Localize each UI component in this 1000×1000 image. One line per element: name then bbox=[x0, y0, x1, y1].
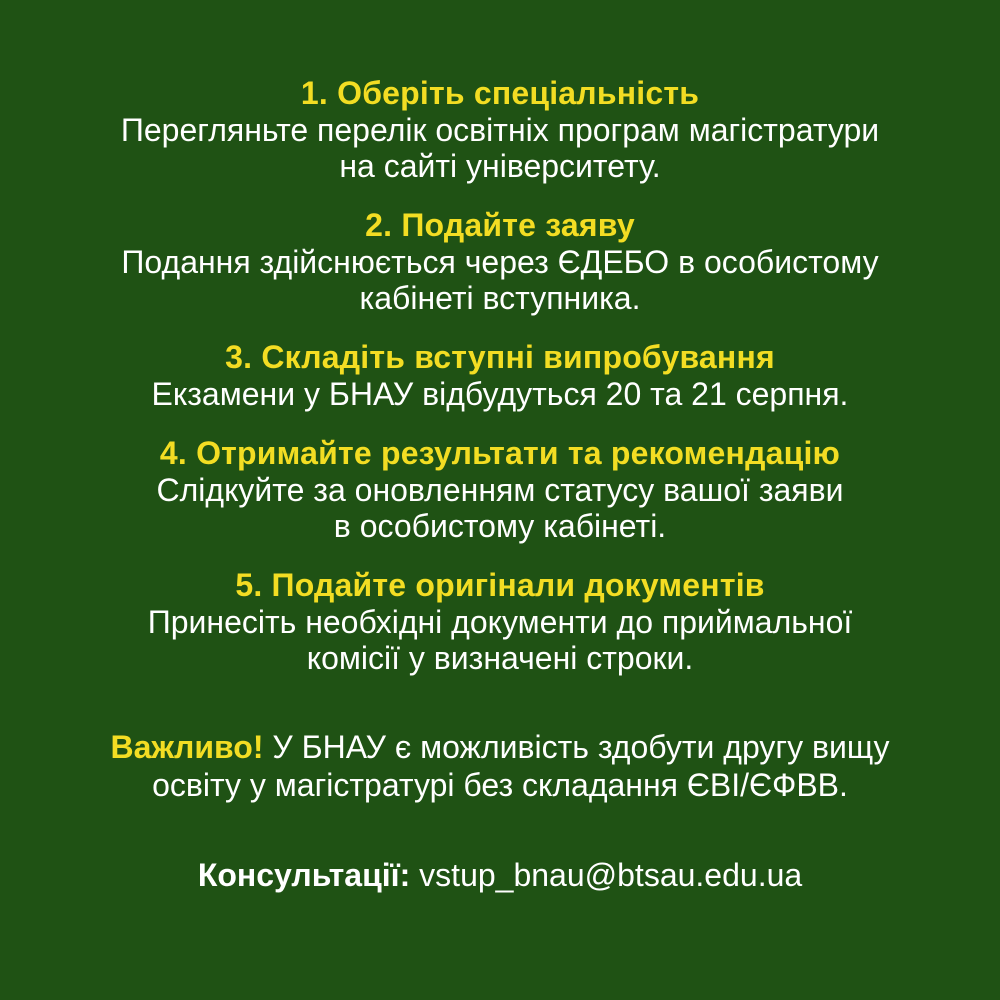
step-1-text-line-1: Перегляньте перелік освітніх програм магістратури bbox=[120, 112, 880, 148]
consultation-email: vstup_bnau@btsau.edu.ua bbox=[410, 857, 803, 893]
consultation-contact bbox=[30, 856, 970, 894]
step-1 bbox=[30, 74, 970, 184]
step-5-title: 5. Подайте оригінали документів bbox=[235, 567, 765, 603]
step-3-title: 3. Складіть вступні випробування bbox=[225, 339, 775, 375]
step-5-text-line-2: комісії у визначені строки. bbox=[306, 640, 694, 676]
step-3-text-line-1: Екзамени у БНАУ відбудуться 20 та 21 серпня. bbox=[151, 376, 849, 412]
step-1-text-line-2: на сайті університету. bbox=[339, 148, 661, 184]
step-2 bbox=[30, 206, 970, 316]
important-note-text-1: У БНАУ є можливість здобути другу вищу bbox=[263, 729, 890, 765]
important-note bbox=[30, 728, 970, 804]
step-1-title: 1. Оберіть спеціальність bbox=[300, 75, 700, 111]
consultation-label: Консультації: bbox=[197, 857, 411, 893]
important-note-line-1 bbox=[30, 728, 970, 766]
step-5 bbox=[30, 566, 970, 676]
step-3 bbox=[30, 338, 970, 412]
step-4 bbox=[30, 434, 970, 544]
step-2-title: 2. Подайте заяву bbox=[365, 207, 635, 243]
step-2-text-line-1: Подання здійснюється через ЄДЕБО в особистому bbox=[121, 244, 879, 280]
important-note-line-2: освіту у магістратурі без складання ЄВІ/ЄФВВ. bbox=[152, 767, 848, 803]
step-2-text-line-2: кабінеті вступника. bbox=[359, 280, 641, 316]
step-4-text-line-1: Слідкуйте за оновленням статусу вашої заяви bbox=[156, 472, 844, 508]
step-5-text-line-1: Принесіть необхідні документи до приймальної bbox=[147, 604, 853, 640]
important-label: Важливо! bbox=[110, 729, 264, 765]
step-4-text-line-2: в особистому кабінеті. bbox=[333, 508, 667, 544]
step-4-title: 4. Отримайте результати та рекомендацію bbox=[159, 435, 841, 471]
